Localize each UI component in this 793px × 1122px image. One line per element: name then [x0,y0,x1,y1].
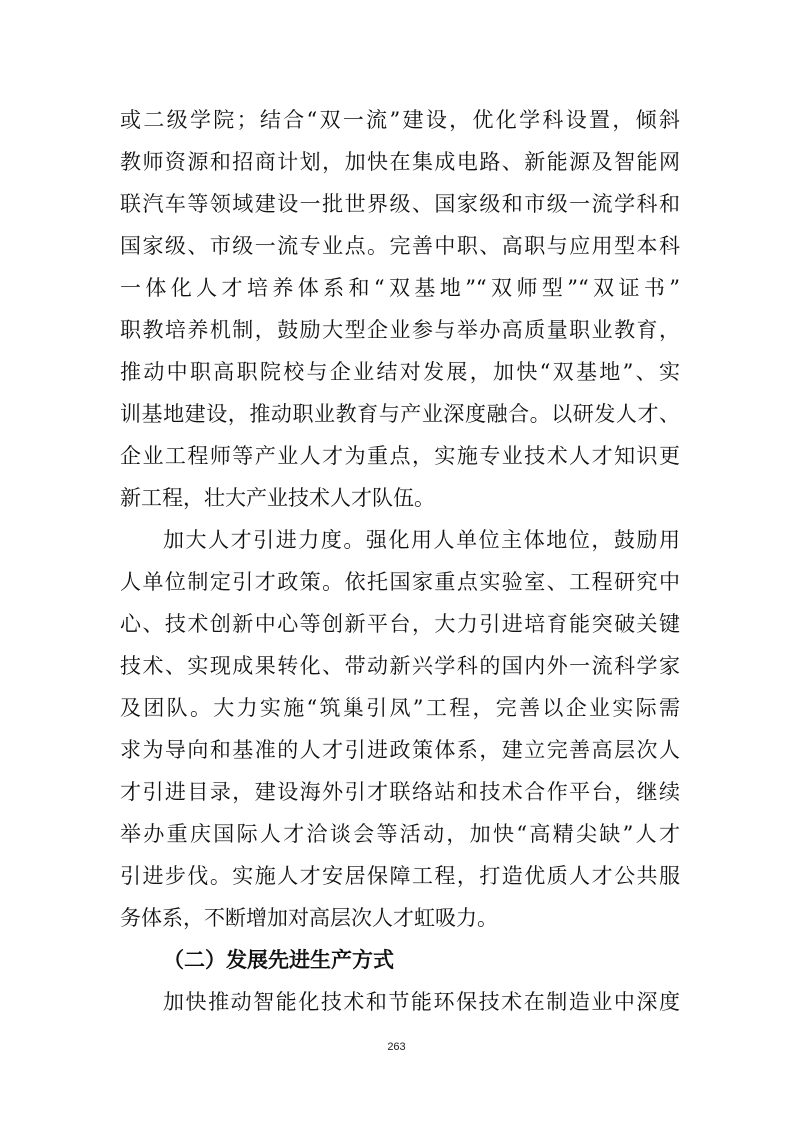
paragraph-2-line-1: 加大人才引进力度。强化用人单位主体地位，鼓励用 [163,528,680,552]
paragraph-2-line-10: 务体系，不断增加对高层次人才虹吸力。 [120,906,498,930]
paragraph-2-line-7: 才引进目录，建设海外引才联络站和技术合作平台，继续 [120,780,680,804]
paragraph-2-line-3: 心、技术创新中心等创新平台，大力引进培育能突破关键 [120,612,680,636]
paragraph-2-line-5: 及团队。大力实施“筑巢引凤”工程，完善以企业实际需 [120,696,680,720]
section-heading: （二）发展先进生产方式 [163,948,394,972]
page-number: 263 [387,1041,406,1053]
paragraph-3-line-1: 加快推动智能化技术和节能环保技术在制造业中深度 [163,990,680,1014]
paragraph-1-line-7: 推动中职高职院校与企业结对发展，加快“双基地”、实 [120,360,680,384]
paragraph-1-line-10: 新工程，壮大产业技术人才队伍。 [120,486,435,510]
paragraph-2-line-2: 人单位制定引才政策。依托国家重点实验室、工程研究中 [120,570,680,594]
paragraph-1-line-1: 或二级学院；结合“双一流”建设，优化学科设置，倾斜 [120,108,680,132]
paragraph-2-line-9: 引进步伐。实施人才安居保障工程，打造优质人才公共服 [120,864,680,888]
paragraph-1-line-6: 职教培养机制，鼓励大型企业参与举办高质量职业教育， [120,318,680,342]
paragraph-2-line-6: 求为导向和基准的人才引进政策体系，建立完善高层次人 [120,738,680,762]
paragraph-1-line-2: 教师资源和招商计划，加快在集成电路、新能源及智能网 [120,150,680,174]
paragraph-1-line-9: 企业工程师等产业人才为重点，实施专业技术人才知识更 [120,444,680,468]
paragraph-2-line-4: 技术、实现成果转化、带动新兴学科的国内外一流科学家 [120,654,680,678]
paragraph-2-line-8: 举办重庆国际人才洽谈会等活动，加快“高精尖缺”人才 [120,822,680,846]
paragraph-1-line-3: 联汽车等领域建设一批世界级、国家级和市级一流学科和 [120,192,680,216]
paragraph-1-line-4: 国家级、市级一流专业点。完善中职、高职与应用型本科 [120,234,680,258]
paragraph-1-line-8: 训基地建设，推动职业教育与产业深度融合。以研发人才、 [120,402,680,426]
paragraph-1-line-5: 一体化人才培养体系和“双基地”“双师型”“双证书” [120,276,680,300]
